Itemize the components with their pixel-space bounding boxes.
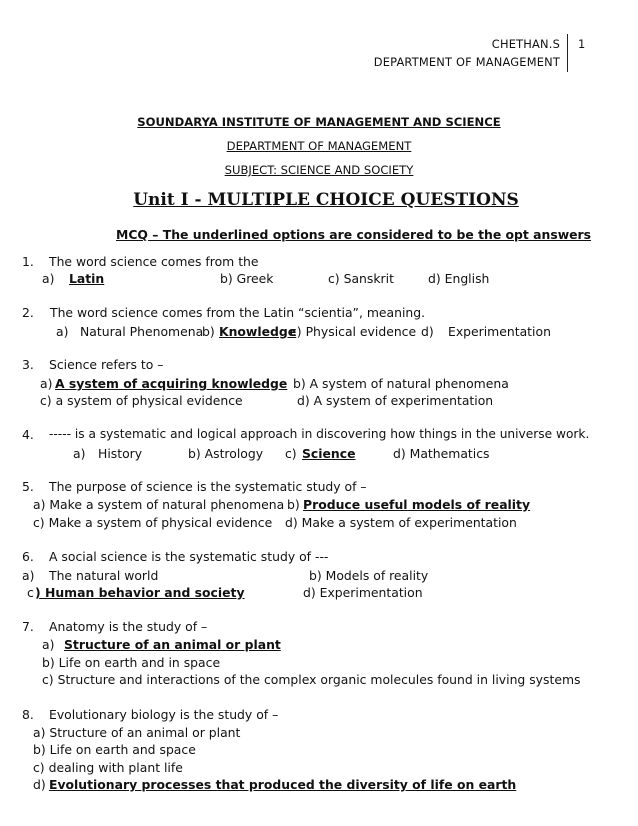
question-text: The word science comes from the Latin “scientia”, meaning. [50, 305, 426, 320]
option-answer: Latin [69, 271, 105, 286]
option: b) Astrology [188, 446, 264, 461]
option: c) Sanskrit [328, 271, 394, 286]
option: c) Structure and interactions of the complex organic molecules found in living systems [42, 672, 581, 687]
option: d) Mathematics [393, 446, 490, 461]
option: c) Make a system of physical evidence [33, 515, 273, 530]
option-label: b) [202, 324, 215, 339]
option: b) Life on earth and in space [42, 655, 221, 670]
option: b) Life on earth and space [33, 742, 196, 757]
option-label: d) [33, 777, 46, 792]
option-label: b) [287, 497, 300, 512]
option: d) A system of experimentation [297, 393, 494, 408]
option-answer: Evolutionary processes that produced the diversity of life on earth [49, 777, 517, 792]
question-number: 2. [22, 305, 34, 320]
option: History [98, 446, 143, 461]
question-number: 7. [22, 619, 34, 634]
question-number: 3. [22, 357, 34, 372]
option: a) Structure of an animal or plant [33, 725, 241, 740]
question-text: Anatomy is the study of – [49, 619, 208, 634]
department-title: DEPARTMENT OF MANAGEMENT [226, 139, 412, 153]
option: d) Make a system of experimentation [285, 515, 517, 530]
mcq-instruction: MCQ – The underlined options are considered to be the opt answers [116, 227, 592, 242]
option-answer: Science [302, 446, 356, 461]
option-label: a) [40, 376, 53, 391]
question-number: 5. [22, 479, 34, 494]
option: d) Experimentation [303, 585, 423, 600]
option: b) Models of reality [309, 568, 429, 583]
question-text: ----- is a systematic and logical approach in discovering how things in the universe work. [49, 427, 590, 441]
option-label: a) [42, 637, 55, 652]
option: b) Greek [220, 271, 274, 286]
option-label: c) [285, 446, 297, 461]
option-answer: Structure of an animal or plant [64, 637, 281, 652]
subject-title: SUBJECT: SCIENCE AND SOCIETY [224, 163, 414, 177]
option: a) Make a system of natural phenomena [33, 497, 285, 512]
question-number: 4. [22, 427, 34, 442]
question-text: The word science comes from the [49, 254, 259, 269]
header-author: CHETHAN.S [491, 37, 560, 51]
question-number: 6. [22, 549, 34, 564]
option: d) English [428, 271, 490, 286]
question-text: Science refers to – [49, 357, 164, 372]
option-answer: Knowledge [219, 324, 297, 339]
option-label: d) [421, 324, 434, 339]
header-department: DEPARTMENT OF MANAGEMENT [373, 55, 560, 69]
option-answer: A system of acquiring knowledge [55, 376, 288, 391]
institute-title: SOUNDARYA INSTITUTE OF MANAGEMENT AND SCIENCE [137, 115, 501, 129]
option-label: a) [42, 271, 55, 286]
question-text: The purpose of science is the systematic study of – [49, 479, 367, 494]
option-label: a) [56, 324, 69, 339]
unit-title: Unit I - MULTIPLE CHOICE QUESTIONS [133, 190, 519, 210]
question-number: 1. [22, 254, 34, 269]
option-label: a) [73, 446, 86, 461]
option-label: a) [22, 568, 35, 583]
header-divider [567, 34, 568, 72]
option: b) A system of natural phenomena [293, 376, 509, 391]
page-number: 1 [578, 37, 586, 51]
option: The natural world [49, 568, 159, 583]
option: Natural Phenomena [80, 324, 204, 339]
option: c) dealing with plant life [33, 760, 183, 775]
question-text: Evolutionary biology is the study of – [49, 707, 279, 722]
option: c) a system of physical evidence [40, 393, 243, 408]
option-answer: ) Human behavior and society [35, 585, 245, 600]
option: c) Physical evidence [290, 324, 417, 339]
option-answer: Produce useful models of reality [303, 497, 531, 512]
option: Experimentation [448, 324, 551, 339]
option-label: c [27, 585, 34, 600]
question-number: 8. [22, 707, 34, 722]
question-text: A social science is the systematic study of --- [49, 549, 329, 564]
